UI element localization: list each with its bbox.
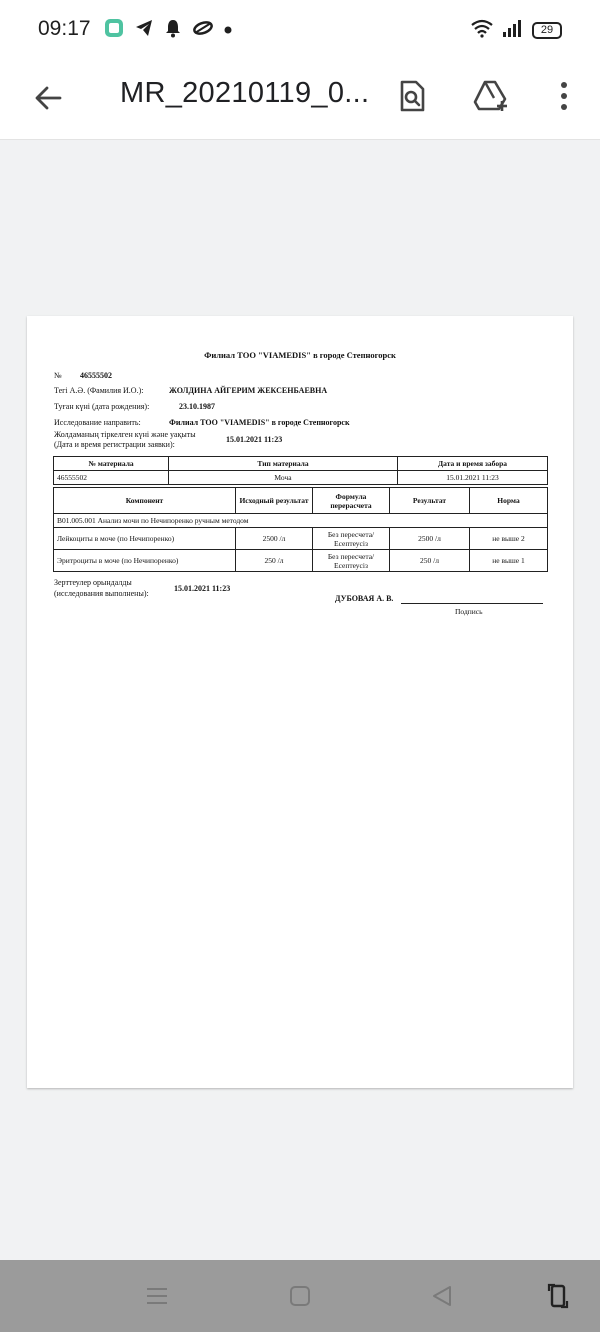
results-header-formula: Формула перерасчета [313, 488, 390, 514]
table-row [54, 528, 548, 550]
add-to-drive-button[interactable] [470, 74, 514, 118]
signature-line [401, 603, 543, 604]
results-header-norm: Норма [470, 488, 548, 514]
notification-icons [104, 18, 232, 42]
status-time: 09:17 [38, 17, 91, 40]
done-label-kz: Зерттеулер орындалды [54, 578, 132, 587]
material-type: Моча [169, 471, 398, 485]
material-header-type: Тип материала [169, 457, 398, 471]
result-norm: не выше 2 [470, 528, 548, 550]
result-initial: 2500 /л [236, 528, 313, 550]
reg-label-kz: Жолдаманың тіркелген күні және уақыты [54, 430, 196, 439]
material-number: 46555502 [54, 471, 169, 485]
dob-value: 23.10.1987 [179, 402, 215, 411]
results-header-result: Результат [390, 488, 470, 514]
drive-add-icon [473, 79, 511, 113]
arrow-back-icon [32, 82, 64, 114]
material-date: 15.01.2021 11:23 [398, 471, 548, 485]
more-vert-icon [559, 81, 569, 111]
signal-icon [502, 18, 524, 43]
result-initial: 250 /л [236, 550, 313, 572]
result-formula: Без пересчета/ Есептеусіз [313, 528, 390, 550]
app-bar [0, 60, 600, 140]
result-norm: не выше 1 [470, 550, 548, 572]
results-section-title: B01.005.001 Анализ мочи по Нечипоренко ручным методом [54, 514, 548, 528]
name-label: Тегі А.Ә. (Фамилия И.О.): [54, 386, 144, 395]
signature-label: Подпись [455, 607, 483, 616]
navigation-bar [0, 1260, 600, 1332]
signer-name: ДУБОВАЯ А. В. [335, 594, 394, 603]
nav-back-button[interactable] [426, 1280, 458, 1312]
status-bar [0, 0, 600, 60]
rotate-screen-button[interactable] [542, 1280, 574, 1312]
results-table [53, 487, 548, 572]
results-header-initial: Исходный результат [236, 488, 313, 514]
app-notification-icon [104, 18, 124, 43]
result-value: 250 /л [390, 550, 470, 572]
number-value: 46555502 [80, 371, 112, 380]
file-title: MR_20210119_0... [120, 77, 370, 109]
referral-value: Филиал ТОО "VIAMEDIS" в городе Степногорск [169, 418, 350, 427]
rotate-icon [546, 1282, 570, 1310]
document-page [27, 316, 573, 1088]
search-document-button[interactable] [390, 74, 434, 118]
result-value: 2500 /л [390, 528, 470, 550]
result-formula: Без пересчета/ Есептеусіз [313, 550, 390, 572]
material-header-number: № материала [54, 457, 169, 471]
name-value: ЖОЛДИНА АЙГЕРИМ ЖЕКСЕНБАЕВНА [169, 386, 328, 395]
document-viewer[interactable] [0, 141, 600, 1260]
telegram-icon [134, 18, 154, 43]
material-header-date: Дата и время забора [398, 457, 548, 471]
system-icons [470, 18, 562, 42]
wifi-icon [470, 18, 494, 43]
menu-icon [145, 1285, 169, 1307]
back-button[interactable] [28, 78, 68, 118]
reg-label-ru: (Дата и время регистрации заявки): [54, 440, 175, 449]
more-options-button[interactable] [542, 74, 586, 118]
done-label-ru: (исследования выполнены): [54, 589, 149, 598]
reg-value: 15.01.2021 11:23 [226, 435, 283, 444]
doc-title: Филиал ТОО "VIAMEDIS" в городе Степногорск [204, 350, 396, 360]
material-table [53, 456, 548, 485]
home-square-icon [289, 1285, 311, 1307]
eye-icon [192, 18, 214, 43]
done-value: 15.01.2021 11:23 [174, 584, 231, 593]
back-triangle-icon [430, 1284, 454, 1308]
results-header-component: Компонент [54, 488, 236, 514]
nav-menu-button[interactable] [141, 1280, 173, 1312]
result-component: Лейкоциты в моче (по Нечипоренко) [54, 528, 236, 550]
table-row [54, 471, 548, 485]
number-label: № [54, 371, 62, 380]
table-row [54, 550, 548, 572]
referral-label: Исследование направить: [54, 418, 141, 427]
bell-icon [164, 18, 182, 43]
result-component: Эритроциты в моче (по Нечипоренко) [54, 550, 236, 572]
document-search-icon [396, 79, 428, 113]
nav-home-button[interactable] [284, 1280, 316, 1312]
dot-icon [224, 21, 232, 39]
battery-indicator: 29 [532, 22, 562, 39]
dob-label: Туған күні (дата рождения): [54, 402, 150, 411]
